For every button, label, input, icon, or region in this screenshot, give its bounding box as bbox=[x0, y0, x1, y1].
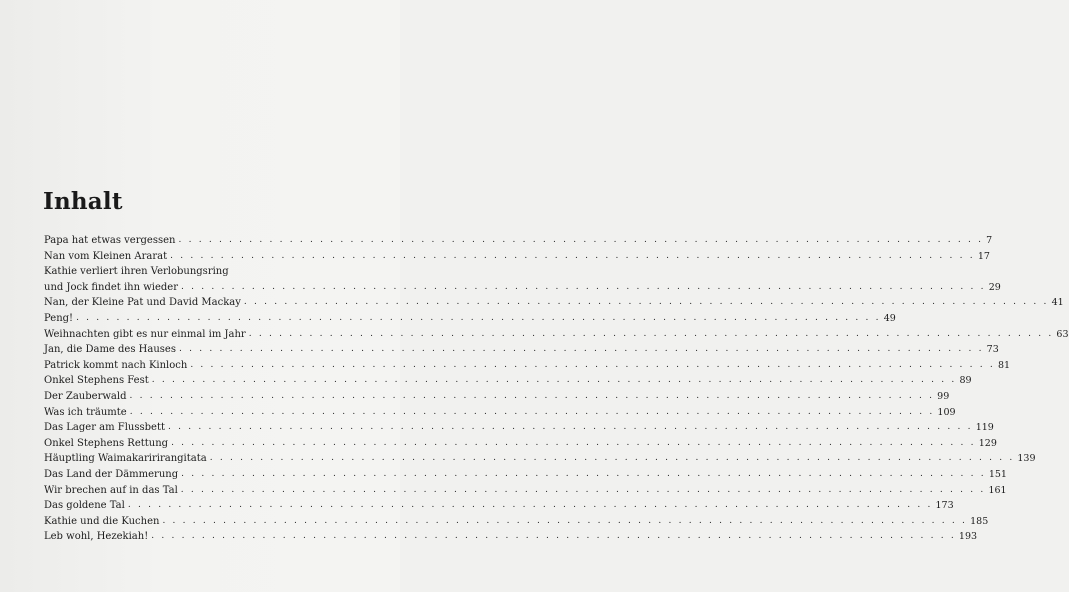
dot-leader: . . . . . . . . . . . . . . . . . . . . . . . . . . . . . . . . . . . . . . . . . . . . . . . . . . . . . . . . . . . . . . . . . . . . . . . . . . . . . . . . bbox=[171, 437, 976, 448]
toc-entry bbox=[44, 405, 956, 421]
toc-entry-title: Der Zauberwald bbox=[44, 390, 127, 402]
toc-entry bbox=[44, 358, 1011, 374]
toc-entry bbox=[44, 467, 1007, 483]
dot-leader: . . . . . . . . . . . . . . . . . . . . . . . . . . . . . . . . . . . . . . . . . . . . . . . . . . . . . . . . . . . . . . . . . . . . . . . . . . . . . . . . bbox=[170, 250, 975, 261]
dot-leader: . . . . . . . . . . . . . . . . . . . . . . . . . . . . . . . . . . . . . . . . . . . . . . . . . . . . . . . . . . . . . . . . . . . . . . . . . . . . . . . . bbox=[127, 500, 933, 511]
toc-entry-page: 99 bbox=[937, 390, 950, 402]
toc-entry-page: 193 bbox=[958, 531, 978, 543]
dot-leader: . . . . . . . . . . . . . . . . . . . . . . . . . . . . . . . . . . . . . . . . . . . . . . . . . . . . . . . . . . . . . . . . . . . . . . . . . . . . . . . . bbox=[181, 281, 986, 292]
toc-entry-title: Kathie verliert ihren Verlobungsring bbox=[44, 266, 229, 278]
toc-entry-page: 63 bbox=[1056, 328, 1069, 340]
toc-entry bbox=[44, 483, 1007, 499]
toc-entry bbox=[44, 451, 1036, 467]
dot-leader: . . . . . . . . . . . . . . . . . . . . . . . . . . . . . . . . . . . . . . . . . . . . . . . . . . . . . . . . . . . . . . . . . . . . . . . . . . . . . . . . bbox=[209, 453, 1015, 464]
toc-entry-title: Onkel Stephens Fest bbox=[44, 375, 149, 387]
toc-entry-title: Was ich träumte bbox=[44, 406, 127, 418]
dot-leader: . . . . . . . . . . . . . . . . . . . . . . . . . . . . . . . . . . . . . . . . . . . . . . . . . . . . . . . . . . . . . . . . . . . . . . . . . . . . . . . . bbox=[76, 312, 881, 323]
toc-entry bbox=[44, 295, 1064, 311]
toc-entry-page: 17 bbox=[977, 250, 990, 262]
dot-leader: . . . . . . . . . . . . . . . . . . . . . . . . . . . . . . . . . . . . . . . . . . . . . . . . . . . . . . . . . . . . . . . . . . . . . . . . . . . . . . . . bbox=[181, 468, 986, 479]
toc-entry-page: 49 bbox=[883, 312, 896, 324]
toc-entry bbox=[44, 436, 997, 452]
toc-entry bbox=[44, 233, 993, 249]
toc-entry bbox=[44, 420, 994, 436]
toc-entry-page: 161 bbox=[988, 484, 1007, 496]
toc-entry-page: 81 bbox=[998, 359, 1011, 371]
toc-entry bbox=[44, 327, 1069, 343]
dot-leader: . . . . . . . . . . . . . . . . . . . . . . . . . . . . . . . . . . . . . . . . . . . . . . . . . . . . . . . . . . . . . . . . . . . . . . . . . . . . . . . . bbox=[151, 375, 957, 386]
toc-entry-page: 109 bbox=[937, 406, 956, 418]
dot-leader: . . . . . . . . . . . . . . . . . . . . . . . . . . . . . . . . . . . . . . . . . . . . . . . . . . . . . . . . . . . . . . . . . . . . . . . . . . . . . . . . bbox=[190, 359, 995, 370]
toc-entry-title-continuation: und Jock findet ihn wieder bbox=[44, 281, 178, 293]
dot-leader: . . . . . . . . . . . . . . . . . . . . . . . . . . . . . . . . . . . . . . . . . . . . . . . . . . . . . . . . . . . . . . . . . . . . . . . . . . . . . . . . bbox=[178, 235, 984, 245]
dot-leader: . . . . . . . . . . . . . . . . . . . . . . . . . . . . . . . . . . . . . . . . . . . . . . . . . . . . . . . . . . . . . . . . . . . . . . . . . . . . . . . . bbox=[162, 515, 968, 526]
toc-entry-title: Jan, die Dame des Hauses bbox=[44, 344, 176, 356]
toc-entry bbox=[44, 311, 896, 327]
toc-entry-title: Das Land der Dämmerung bbox=[44, 468, 179, 480]
toc-entry-page: 139 bbox=[1017, 453, 1036, 465]
toc-entry-page: 129 bbox=[978, 437, 997, 449]
toc-entry bbox=[44, 498, 954, 514]
dot-leader: . . . . . . . . . . . . . . . . . . . . . . . . . . . . . . . . . . . . . . . . . . . . . . . . . . . . . . . . . . . . . . . . . . . . . . . . . . . . . . . . bbox=[248, 328, 1054, 339]
toc-entry bbox=[44, 389, 950, 405]
toc-entry bbox=[44, 514, 989, 530]
toc-entry-page: 185 bbox=[970, 515, 989, 527]
dot-leader: . . . . . . . . . . . . . . . . . . . . . . . . . . . . . . . . . . . . . . . . . . . . . . . . . . . . . . . . . . . . . . . . . . . . . . . . . . . . . . . . bbox=[168, 422, 973, 433]
toc-entry-title: Leb wohl, Hezekiah! bbox=[44, 531, 149, 543]
page-title: Inhalt bbox=[43, 188, 123, 215]
toc-entry-title: Papa hat etwas vergessen bbox=[44, 235, 176, 246]
toc-entry-title: Das goldene Tal bbox=[44, 500, 125, 512]
dot-leader: . . . . . . . . . . . . . . . . . . . . . . . . . . . . . . . . . . . . . . . . . . . . . . . . . . . . . . . . . . . . . . . . . . . . . . . . . . . . . . . . bbox=[129, 390, 935, 401]
toc-entry-title: Weihnachten gibt es nur einmal im Jahr bbox=[44, 328, 246, 340]
toc-entry-title: Peng! bbox=[44, 312, 74, 324]
dot-leader: . . . . . . . . . . . . . . . . . . . . . . . . . . . . . . . . . . . . . . . . . . . . . . . . . . . . . . . . . . . . . . . . . . . . . . . . . . . . . . . . bbox=[151, 531, 956, 542]
toc-entry-page: 119 bbox=[975, 422, 994, 434]
toc-entry-page: 151 bbox=[988, 468, 1007, 480]
toc-entry-title: Nan vom Kleinen Ararat bbox=[44, 250, 168, 262]
dot-leader: . . . . . . . . . . . . . . . . . . . . . . . . . . . . . . . . . . . . . . . . . . . . . . . . . . . . . . . . . . . . . . . . . . . . . . . . . . . . . . . . bbox=[129, 406, 935, 417]
toc-entry bbox=[44, 342, 999, 358]
dot-leader: . . . . . . . . . . . . . . . . . . . . . . . . . . . . . . . . . . . . . . . . . . . . . . . . . . . . . . . . . . . . . . . . . . . . . . . . . . . . . . . . bbox=[178, 344, 984, 355]
toc-entry bbox=[44, 249, 990, 265]
toc-entry bbox=[44, 529, 978, 545]
toc-entry-page: 41 bbox=[1051, 297, 1064, 309]
toc-entry-title: Wir brechen auf in das Tal bbox=[44, 484, 178, 496]
toc-entry-title: Nan, der Kleine Pat und David Mackay bbox=[44, 297, 241, 309]
table-of-contents bbox=[44, 233, 1069, 545]
toc-entry bbox=[44, 373, 972, 389]
toc-entry-title: Kathie und die Kuchen bbox=[44, 515, 160, 527]
toc-entry-title: Onkel Stephens Rettung bbox=[44, 437, 169, 449]
toc-entry-page: 29 bbox=[988, 281, 1001, 293]
dot-leader: . . . . . . . . . . . . . . . . . . . . . . . . . . . . . . . . . . . . . . . . . . . . . . . . . . . . . . . . . . . . . . . . . . . . . . . . . . . . . . . . bbox=[180, 484, 986, 495]
toc-entry-page: 173 bbox=[935, 500, 954, 512]
dot-leader: . . . . . . . . . . . . . . . . . . . . . . . . . . . . . . . . . . . . . . . . . . . . . . . . . . . . . . . . . . . . . . . . . . . . . . . . . . . . . . . . bbox=[243, 297, 1049, 308]
toc-entry-page: 89 bbox=[959, 375, 972, 387]
toc-entry bbox=[44, 280, 1001, 296]
toc-entry-page: 73 bbox=[986, 344, 999, 356]
toc-entry-page: 7 bbox=[986, 235, 993, 246]
toc-entry-title: Patrick kommt nach Kinloch bbox=[44, 359, 188, 371]
toc-entry-title: Das Lager am Flussbett bbox=[44, 422, 165, 434]
toc-entry-title: Häuptling Waimakaririrangitata bbox=[44, 453, 207, 465]
